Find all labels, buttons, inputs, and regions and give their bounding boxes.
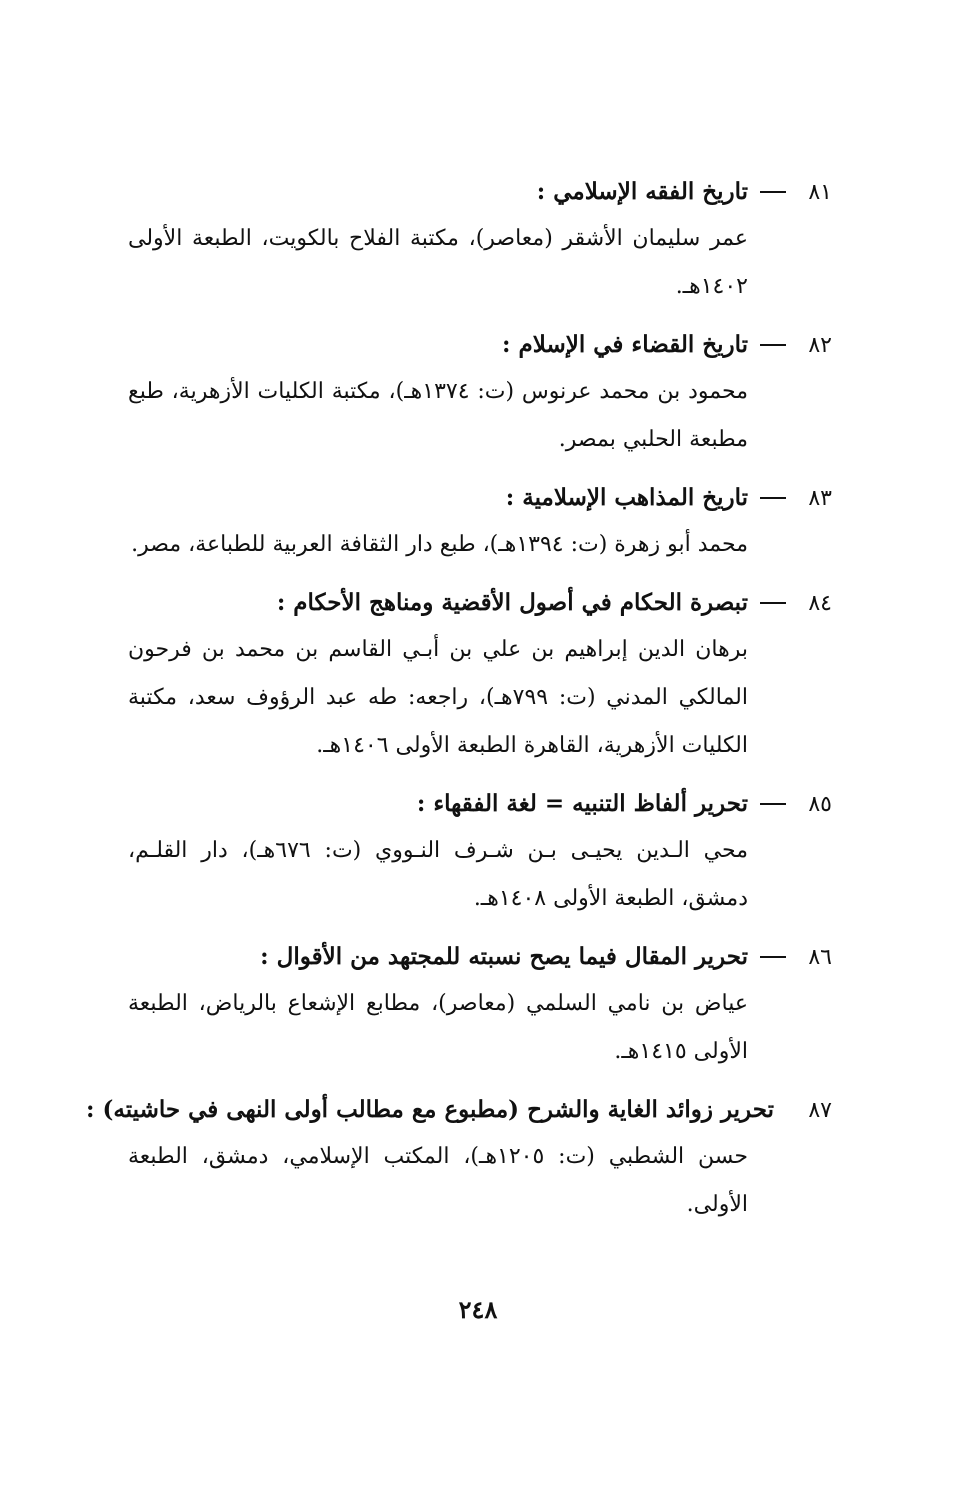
entry-body: محمد أبو زهرة (ت: ١٣٩٤هـ)، طبع دار الثقافة العربية للطباعة، مصر. — [131, 532, 748, 557]
entry-heading — [128, 935, 832, 980]
bibliography-entry-82 — [128, 323, 832, 464]
bibliography-entry-87 — [86, 1088, 832, 1229]
entry-body: عياض بن نامي السلمي (معاصر)، مطابع الإشعاع بالرياض، الطبعة الأولى ١٤١٥هـ. — [128, 991, 748, 1064]
entry-number: ٨٧ — [808, 1098, 832, 1123]
dash-separator — [760, 803, 786, 805]
entry-title: تحرير المقال فيما يصح نسبته للمجتهد من الأقوال : — [260, 943, 748, 970]
entry-heading — [128, 581, 832, 626]
dash-separator — [760, 344, 786, 346]
entry-number: ٨٣ — [808, 486, 832, 511]
entry-number: ٨٦ — [808, 945, 832, 970]
entry-number: ٨٥ — [808, 792, 832, 817]
entry-body: برهان الدين إبراهيم بن علي بن أبـي القاسم بن محمد بن فرحون المالكي المدني (ت: ٧٩٩هـ)، راجعه: طه عبد الرؤوف سعد، مكتبة الكليات الأزهرية، القاهرة الطبعة الأولى ١٤٠٦هـ. — [128, 637, 748, 758]
entry-title: تبصرة الحكام في أصول الأقضية ومناهج الأحكام : — [276, 589, 748, 616]
entry-heading — [86, 1088, 832, 1133]
entry-number: ٨١ — [808, 180, 832, 205]
bibliography-entry-86 — [128, 935, 832, 1076]
bibliography-entry-85 — [128, 782, 832, 923]
bibliography-entry-83 — [128, 476, 832, 569]
dash-separator — [760, 191, 786, 193]
entry-title: تحرير ألفاظ التنبيه = لغة الفقهاء : — [416, 790, 748, 817]
entry-title: تاريخ الفقه الإسلامي : — [536, 178, 748, 205]
entry-title: تحرير زوائد الغاية والشرح (مطبوع مع مطالب أولى النهى في حاشيته) : — [86, 1096, 774, 1123]
entry-heading — [128, 170, 832, 215]
entry-body: عمر سليمان الأشقر (معاصر)، مكتبة الفلاح بالكويت، الطبعة الأولى ١٤٠٢هـ. — [128, 226, 748, 299]
entry-heading — [128, 476, 832, 521]
entry-heading — [128, 323, 832, 368]
dash-separator — [760, 497, 786, 499]
entry-heading — [128, 782, 832, 827]
entry-number: ٨٤ — [808, 591, 832, 616]
entry-number: ٨٢ — [808, 333, 832, 358]
entry-title: تاريخ المذاهب الإسلامية : — [505, 484, 748, 511]
entry-body: محمود بن محمد عرنوس (ت: ١٣٧٤هـ)، مكتبة الكليات الأزهرية، طبع مطبعة الحلبي بمصر. — [128, 379, 748, 452]
entry-body: محي الـدين يحيـى بـن شـرف النـووي (ت: ٦٧٦هـ)، دار القلـم، دمشق، الطبعة الأولى ١٤٠٨هـ. — [128, 838, 749, 911]
entry-title: تاريخ القضاء في الإسلام : — [502, 331, 748, 358]
bibliography-entry-84 — [128, 581, 832, 770]
bibliography-list — [86, 170, 832, 1241]
bibliography-entry-81 — [128, 170, 832, 311]
entry-body: حسن الشطبي (ت: ١٢٠٥هـ)، المكتب الإسلامي، دمشق، الطبعة الأولى. — [128, 1144, 748, 1217]
dash-separator — [760, 602, 786, 604]
dash-separator — [760, 956, 786, 958]
page-number: ٢٤٨ — [458, 1295, 498, 1324]
